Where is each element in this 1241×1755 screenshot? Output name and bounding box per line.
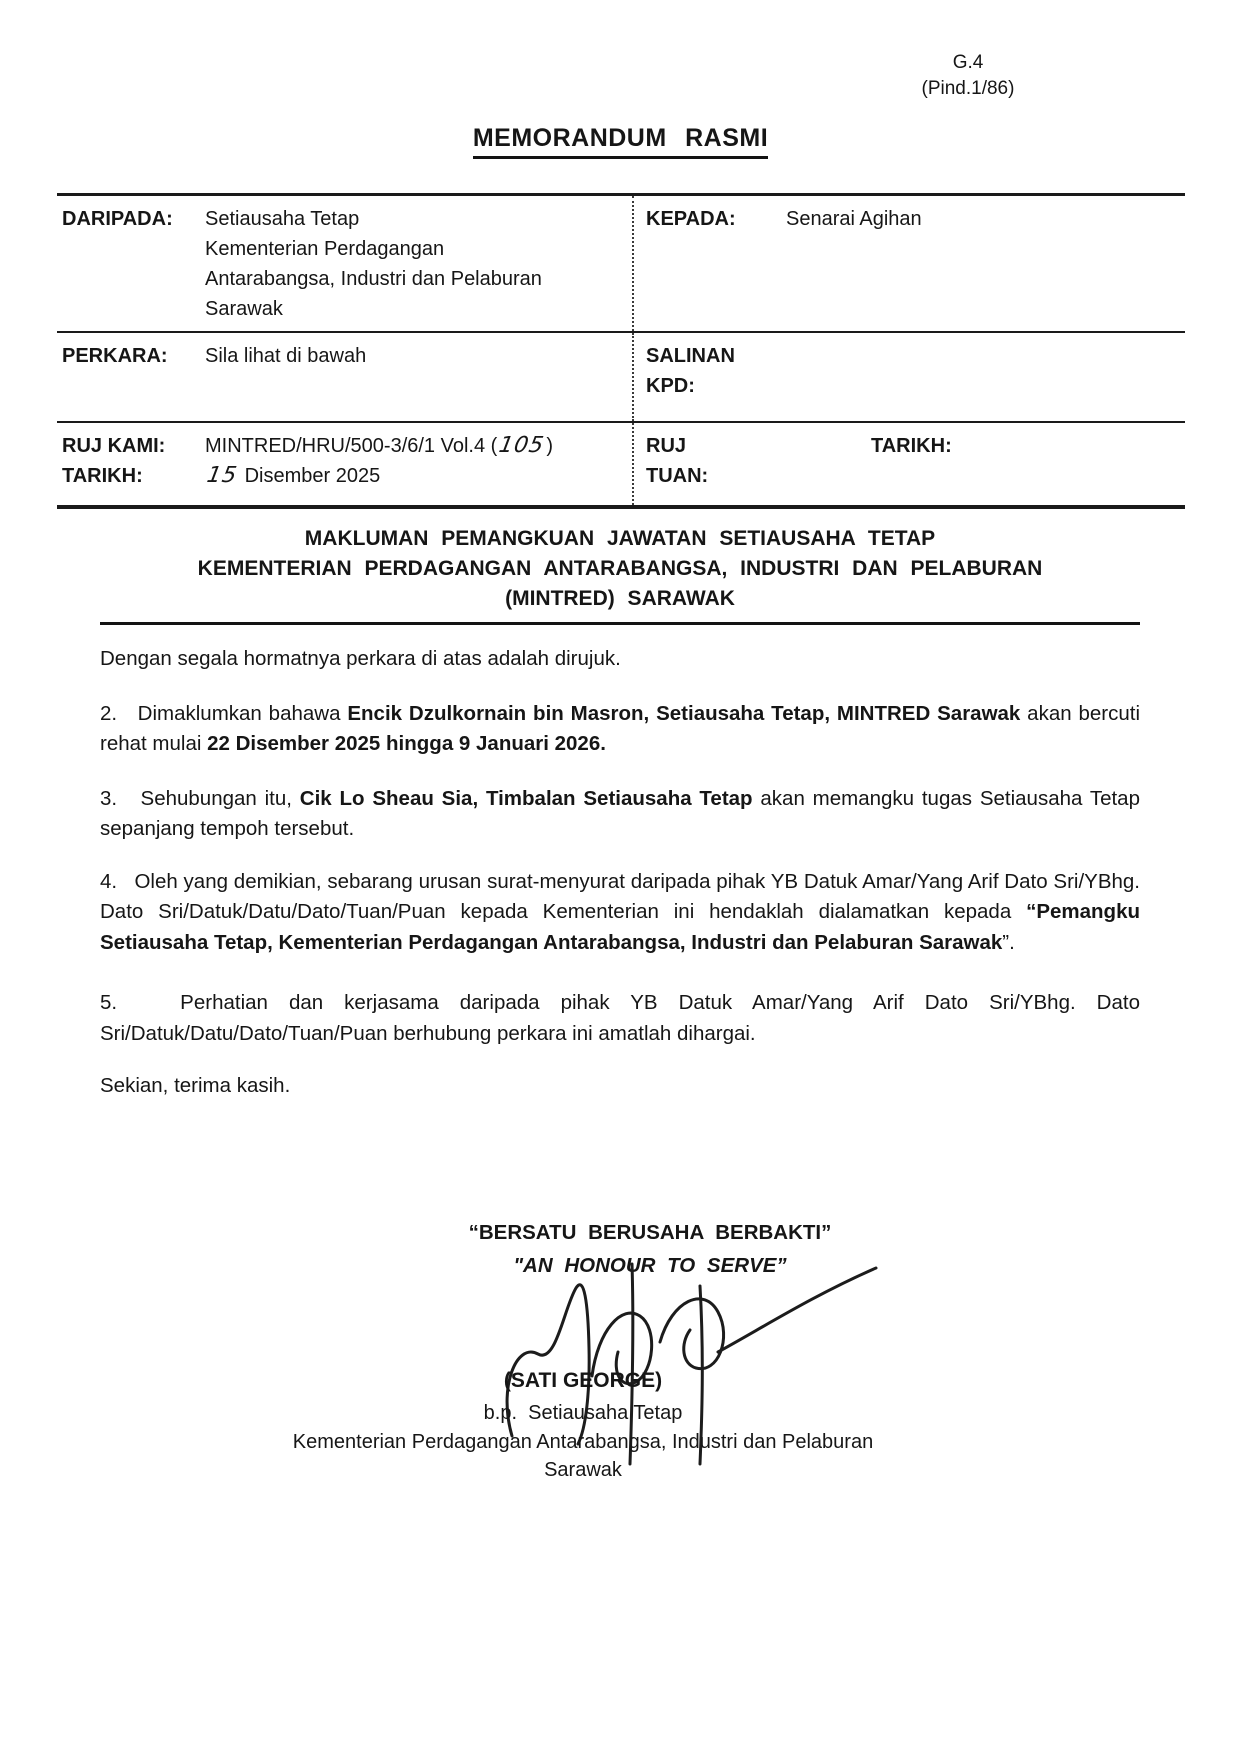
daripada-line-4: Sarawak — [205, 298, 283, 320]
ruj-tuan-label-line1: RUJ — [646, 435, 687, 457]
paragraph-closing: Sekian, terima kasih. — [100, 1074, 291, 1097]
tarikh-label: TARIKH: — [62, 465, 143, 487]
kepada-value: Senarai Agihan — [786, 208, 922, 230]
kepada-label: KEPADA: — [646, 208, 736, 230]
daripada-label: DARIPADA: — [62, 208, 173, 230]
subject-line-1: MAKLUMAN PEMANGKUAN JAWATAN SETIAUSAHA TETAP — [304, 527, 936, 550]
signature-name: (SATI GEORGE) — [503, 1369, 663, 1392]
signature-for-line: b.p. Setiausaha Tetap — [483, 1402, 683, 1424]
form-code: G.4 — [952, 52, 984, 73]
paragraph-opening: Dengan segala hormatnya perkara di atas adalah dirujuk. — [100, 647, 621, 670]
daripada-line-1: Setiausaha Tetap — [205, 208, 360, 230]
salinan-label-line2: KPD: — [646, 375, 695, 397]
form-code-block — [912, 50, 1024, 102]
salinan-kpd-cell — [632, 333, 1185, 421]
memo-header-table — [57, 193, 1185, 509]
subject-line-2: KEMENTERIAN PERDAGANGAN ANTARABANGSA, INDUSTRI DAN PELABURAN — [197, 557, 1043, 580]
daripada-cell — [57, 196, 632, 331]
ruj-tuan-label — [646, 431, 871, 491]
tarikh-handwritten-day: 15 — [204, 463, 240, 488]
ruj-kami-handwritten-number: 105 — [497, 433, 547, 458]
daripada-line-3: Antarabangsa, Industri dan Pelaburan — [205, 268, 542, 290]
salinan-label-line1: SALINAN — [646, 345, 735, 367]
subject-underline — [100, 622, 1140, 625]
ruj-tuan-label-line2: TUAN: — [646, 465, 709, 487]
ruj-tuan-cell — [632, 423, 1185, 505]
tarikh-tuan-label: TARIKH: — [871, 435, 952, 457]
tarikh-value: 15 Disember 2025 — [205, 461, 622, 491]
signature-org-location: Sarawak — [544, 1459, 622, 1481]
signature-org-line: Kementerian Perdagangan Antarabangsa, Industri dan Pelaburan — [292, 1431, 874, 1453]
ruj-kami-label: RUJ KAMI: — [62, 435, 166, 457]
perkara-value: Sila lihat di bawah — [205, 345, 367, 367]
motto-line-1: “BERSATU BERUSAHA BERBAKTI” — [468, 1221, 832, 1244]
paragraph-2: 2. Dimaklumkan bahawa Encik Dzulkornain bin Masron, Setiausaha Tetap, MINTRED Sarawak akan bercuti rehat mulai 22 Disember 2025 hingga 9 Januari 2026. — [100, 701, 1141, 755]
table-row-daripada-kepada — [57, 196, 1185, 333]
paragraph-4: 4. Oleh yang demikian, sebarang urusan surat-menyurat daripada pihak YB Datuk Amar/Yang Arif Dato Sri/YBhg. Dato Sri/Datuk/Datu/Dato/Tuan/Puan kepada Kementerian ini hendaklah dialamatkan kepada “Pemangku Setiausaha Tetap, Kementerian Perdagangan Antarabangsa, Industri dan Pelaburan Sarawak”. — [100, 869, 1140, 954]
perkara-cell — [57, 333, 632, 421]
page-title: MEMORANDUM RASMI — [473, 124, 768, 159]
daripada-value — [205, 204, 542, 324]
signature-block — [63, 1368, 1103, 1483]
paragraph-5: 5. Perhatian dan kerjasama daripada pihak YB Datuk Amar/Yang Arif Dato Sri/YBhg. Dato Sri/Datuk/Datu/Dato/Tuan/Puan berhubung perkara ini amatlah dihargai. — [100, 991, 1140, 1045]
daripada-line-2: Kementerian Perdagangan — [205, 238, 445, 260]
kepada-cell — [632, 196, 1185, 331]
subject-line-3: (MINTRED) SARAWAK — [505, 587, 735, 610]
perkara-label: PERKARA: — [62, 345, 168, 367]
table-row-ruj-tarikh — [57, 423, 1185, 505]
form-revision: (Pind.1/86) — [921, 78, 1015, 99]
title-wrap — [0, 124, 1241, 159]
subject-heading — [100, 524, 1140, 625]
memo-body — [100, 644, 1140, 1102]
table-row-perkara-salinan — [57, 333, 1185, 423]
ruj-kami-value: MINTRED/HRU/500-3/6/1 Vol.4 (105) — [205, 431, 622, 461]
ruj-kami-cell — [57, 423, 632, 505]
motto-line-2: "AN HONOUR TO SERVE” — [513, 1254, 787, 1277]
paragraph-3: 3. Sehubungan itu, Cik Lo Sheau Sia, Timbalan Setiausaha Tetap akan memangku tugas Setiausaha Tetap sepanjang tempoh tersebut. — [100, 786, 1140, 840]
